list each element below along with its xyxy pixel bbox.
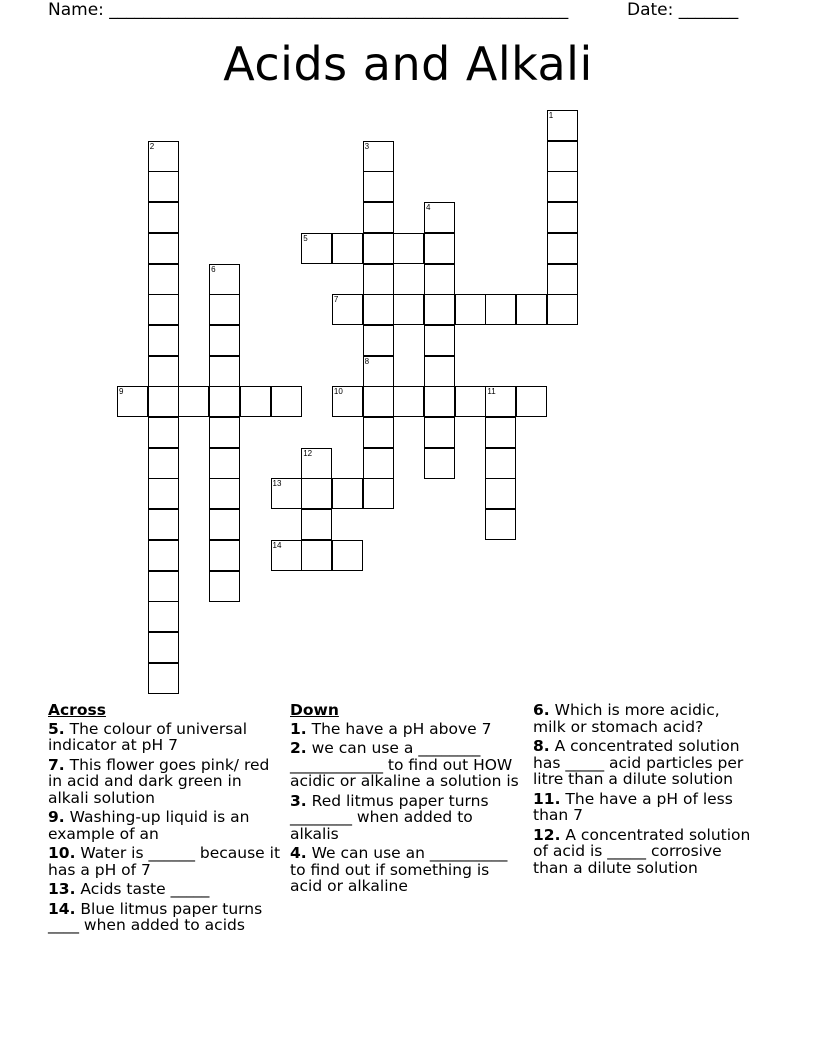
crossword-cell[interactable]: [363, 202, 394, 233]
clue-text: Blue litmus paper turns ____ when added to acids: [48, 899, 263, 934]
clue-number-label: 7: [333, 295, 339, 305]
clue-number: 4.: [290, 844, 307, 862]
across-clues: [48, 702, 283, 937]
clue-number: 13.: [48, 880, 76, 898]
crossword-cell[interactable]: [240, 386, 271, 417]
crossword-cell[interactable]: [271, 386, 302, 417]
crossword-cell[interactable]: [485, 417, 516, 448]
clue-number-label: 5: [303, 233, 308, 243]
clue-number-label: 11: [487, 387, 496, 397]
crossword-cell[interactable]: [178, 386, 209, 417]
crossword-cell[interactable]: [363, 417, 394, 448]
crossword-cell[interactable]: [209, 540, 240, 571]
crossword-cell[interactable]: [148, 509, 179, 540]
crossword-cell[interactable]: [148, 601, 179, 632]
clue-text: The have a pH of less than 7: [533, 789, 733, 824]
crossword-cell[interactable]: [516, 294, 547, 325]
crossword-cell[interactable]: [424, 325, 455, 356]
crossword-cell[interactable]: [485, 294, 516, 325]
crossword-cell[interactable]: [148, 264, 179, 295]
clue-number-label: 10: [333, 387, 343, 397]
clue-across-14: [48, 901, 283, 934]
clue-text: Acids taste _____: [80, 880, 210, 898]
crossword-cell[interactable]: [148, 571, 179, 602]
crossword-cell[interactable]: [148, 417, 179, 448]
clue-number-label: 4: [426, 203, 431, 213]
crossword-cell[interactable]: [209, 356, 240, 387]
crossword-cell[interactable]: [363, 448, 394, 479]
clue-text: This flower goes pink/ red in acid and dark green in alkali solution: [48, 755, 270, 807]
crossword-cell[interactable]: [148, 386, 179, 417]
crossword-cell[interactable]: [455, 294, 486, 325]
clue-down-8: [533, 738, 753, 788]
crossword-cell[interactable]: [393, 386, 424, 417]
crossword-cell[interactable]: [547, 202, 578, 233]
crossword-cell[interactable]: [424, 448, 455, 479]
crossword-cell[interactable]: [209, 478, 240, 509]
crossword-cell[interactable]: [332, 233, 363, 264]
crossword-cell[interactable]: [332, 478, 363, 509]
clue-number: 8.: [533, 737, 550, 755]
clue-text: We can use an __________ to find out if something is acid or alkaline: [290, 844, 508, 895]
clue-down-2: [290, 740, 522, 790]
crossword-cell[interactable]: [424, 417, 455, 448]
clue-number: 1.: [290, 719, 307, 738]
clue-across-13: [48, 881, 283, 898]
clue-across-7: [48, 757, 283, 807]
crossword-cell[interactable]: [148, 233, 179, 264]
crossword-cell[interactable]: [148, 356, 179, 387]
clue-down-12: [533, 827, 753, 877]
crossword-cell[interactable]: [209, 294, 240, 325]
clue-number: 9.: [48, 808, 65, 826]
down-heading: Down: [290, 701, 339, 719]
clue-text: The colour of universal indicator at pH 7: [48, 719, 248, 754]
clue-text: A concentrated solution of acid is _____ corrosive than a dilute solution: [533, 825, 751, 877]
crossword-cell[interactable]: [148, 294, 179, 325]
clue-text: Which is more acidic, milk or stomach acid?: [533, 701, 720, 736]
clue-down-1: [290, 721, 522, 738]
crossword-cell[interactable]: [424, 294, 455, 325]
crossword-cell[interactable]: [424, 264, 455, 295]
clue-across-10: [48, 845, 283, 878]
crossword-cell[interactable]: [301, 509, 332, 540]
crossword-cell[interactable]: [148, 448, 179, 479]
crossword-cell[interactable]: [485, 478, 516, 509]
crossword-cell[interactable]: [148, 202, 179, 233]
clue-down-6: [533, 702, 753, 735]
crossword-cell[interactable]: [547, 233, 578, 264]
across-heading: Across: [48, 701, 106, 719]
clue-number-label: 9: [119, 387, 124, 397]
crossword-cell[interactable]: [209, 386, 240, 417]
name-field: Name: ______________________________________________________: [48, 0, 569, 20]
crossword-cell[interactable]: [485, 509, 516, 540]
clue-number-label: 3: [364, 141, 370, 151]
crossword-cell[interactable]: [363, 233, 394, 264]
clue-number: 3.: [290, 791, 307, 810]
crossword-cell[interactable]: [424, 233, 455, 264]
crossword-cell[interactable]: [209, 417, 240, 448]
crossword-cell[interactable]: [301, 540, 332, 571]
clue-down-4: [290, 845, 522, 895]
clue-down-3: [290, 793, 522, 843]
crossword-cell[interactable]: [363, 325, 394, 356]
crossword-cell[interactable]: [455, 386, 486, 417]
crossword-cell[interactable]: [485, 448, 516, 479]
clue-number-label: 13: [272, 479, 282, 489]
crossword-cell[interactable]: [363, 386, 394, 417]
clue-number-label: 1: [548, 111, 554, 120]
crossword-cell[interactable]: [393, 233, 424, 264]
clue-down-11: [533, 791, 753, 824]
crossword-cell[interactable]: [148, 540, 179, 571]
crossword-cell[interactable]: [547, 141, 578, 172]
crossword-cell[interactable]: [148, 478, 179, 509]
crossword-cell[interactable]: [363, 171, 394, 202]
crossword-cell[interactable]: [547, 171, 578, 202]
crossword-cell[interactable]: [516, 386, 547, 417]
clue-number: 2.: [290, 739, 307, 757]
clue-number: 12.: [533, 825, 561, 844]
crossword-cell[interactable]: [547, 264, 578, 295]
crossword-cell[interactable]: [209, 509, 240, 540]
clue-number-label: 14: [272, 540, 282, 550]
crossword-cell[interactable]: [363, 264, 394, 295]
clue-number-label: 2: [149, 141, 155, 151]
clue-across-9: [48, 809, 283, 842]
clue-number: 10.: [48, 844, 76, 862]
crossword-cell[interactable]: [148, 663, 179, 694]
crossword-cell[interactable]: [332, 540, 363, 571]
crossword-cell[interactable]: [148, 325, 179, 356]
clue-text: Red litmus paper turns ________ when added to alkalis: [290, 791, 489, 843]
crossword-cell[interactable]: [424, 386, 455, 417]
clue-number-label: 12: [303, 448, 313, 458]
page-title: Acids and Alkali: [223, 37, 593, 91]
down-clues: [290, 702, 522, 898]
crossword-cell[interactable]: [393, 294, 424, 325]
crossword-cell[interactable]: [424, 356, 455, 387]
clue-number: 6.: [533, 701, 550, 719]
clue-number: 5.: [48, 719, 65, 738]
clue-number-label: 6: [211, 264, 216, 274]
crossword-cell[interactable]: [148, 171, 179, 202]
crossword-cell[interactable]: [148, 632, 179, 663]
date-field: Date: _______: [627, 0, 739, 20]
crossword-cell[interactable]: [363, 478, 394, 509]
clue-text: A concentrated solution has _____ acid particles per litre than a dilute solution: [533, 737, 744, 788]
down-clues-continued: [533, 702, 753, 879]
clue-number: 7.: [48, 755, 65, 774]
clue-number: 14.: [48, 899, 76, 918]
crossword-cell[interactable]: [209, 571, 240, 602]
clue-number-label: 8: [364, 356, 370, 366]
crossword-cell[interactable]: [363, 294, 394, 325]
clue-text: Water is ______ because it has a pH of 7: [48, 844, 281, 879]
clue-across-5: [48, 721, 283, 754]
clue-text: Washing-up liquid is an example of an: [48, 808, 250, 843]
clue-text: we can use a ________ ____________ to find out HOW acidic or alkaline a solution is: [290, 739, 519, 790]
crossword-cell[interactable]: [547, 294, 578, 325]
crossword-cell[interactable]: [301, 478, 332, 509]
crossword-cell[interactable]: [209, 448, 240, 479]
clue-number: 11.: [533, 789, 561, 808]
crossword-cell[interactable]: [209, 325, 240, 356]
clue-text: The have a pH above 7: [311, 719, 492, 738]
